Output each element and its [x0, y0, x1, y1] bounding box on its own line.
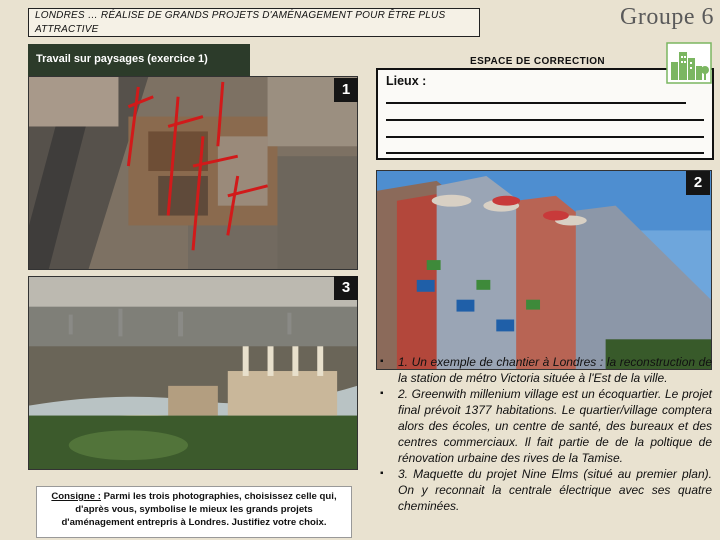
list-item	[378, 386, 712, 466]
square-bullet-icon: ▪	[380, 468, 384, 479]
answer-line[interactable]	[386, 119, 704, 121]
lieux-label: Lieux :	[386, 74, 427, 88]
section-label: Travail sur paysages (exercice 1)	[28, 44, 250, 80]
instructions-label: Consigne :	[51, 491, 101, 502]
list-item	[378, 466, 712, 514]
eco-city-icon	[666, 42, 712, 84]
group-label: Groupe 6	[620, 4, 714, 30]
photo-3-number: 3	[334, 276, 358, 300]
slide-title-text: LONDRES … RÉALISE DE GRANDS PROJETS D'AMÉNAGEMENT POUR ÊTRE PLUS ATTRACTIVE	[35, 10, 446, 35]
photo-1-number: 1	[334, 78, 358, 102]
correction-title: ESPACE DE CORRECTION	[470, 56, 606, 67]
answer-text: 2. Greenwith millenium village est un écoquartier. Le projet final prévoit 1377 habitations. Le quartier/village comptera alors des écoles, un centre de santé, des bureaux et des centres commerciaux. Il fait partie de de la poltique de rénovation urbaine des rives de la Tamise.	[398, 387, 712, 465]
answer-line[interactable]	[386, 102, 686, 104]
answer-text: 1. Un exemple de chantier à Londres : la reconstruction de la station de métro Victoria située à l'Est de la ville.	[398, 355, 712, 385]
correction-box[interactable]	[376, 68, 714, 160]
answer-text: 3. Maquette du projet Nine Elms (situé au premier plan). On y reconnait la centrale électrique avec ses quatre cheminées.	[398, 467, 712, 513]
instructions-box	[36, 486, 352, 538]
photo-construction-site[interactable]	[28, 76, 358, 270]
square-bullet-icon: ▪	[380, 388, 384, 399]
instructions-text: Parmi les trois photographies, choisissez celle qui, d'après vous, symbolise le mieux les grands projets d'aménagement entrepris à Londres. Justifiez votre choix.	[61, 491, 337, 528]
answer-line[interactable]	[386, 152, 704, 154]
answer-line[interactable]	[386, 136, 704, 138]
photo-2-number: 2	[686, 171, 710, 195]
slide-title	[28, 8, 480, 37]
list-item	[378, 354, 712, 386]
answers-list	[378, 355, 712, 540]
photo-millenium-village[interactable]	[376, 170, 712, 370]
photo-london-panorama[interactable]	[28, 276, 358, 470]
square-bullet-icon: ▪	[380, 356, 384, 367]
